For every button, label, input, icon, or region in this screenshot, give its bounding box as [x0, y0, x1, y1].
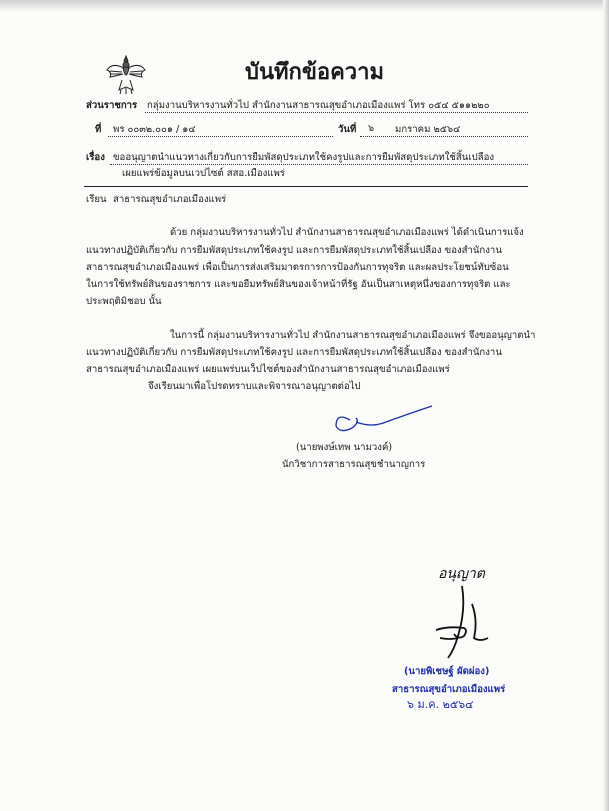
date-day: ๖: [368, 123, 375, 134]
approval-note: อนุญาต: [438, 566, 485, 582]
subject-line-2: เผยแพร่ข้อมูลบนเวปไซต์ สสอ.เมืองแพร่: [122, 168, 285, 179]
to-label: เรียน: [86, 194, 107, 205]
date-month-year: มกราคม ๒๕๖๔: [395, 124, 461, 135]
agency-label: ส่วนราชการ: [86, 100, 138, 111]
subject-label: เรื่อง: [86, 152, 105, 163]
agency-value: กลุ่มงานบริหารงานทั่วไป สำนักงานสาธารณสุขอำเภอเมืองแพร่ โทร ๐๕๔ ๕๑๑๒๒๐: [147, 100, 490, 111]
body-p2-line: สาธารณสุขอำเภอเมืองแพร่ เผยแพร่บนเว็ปไซต์ของสำนักงานสาธารณสุขอำเภอเมืองแพร่: [86, 364, 450, 375]
approver-position: สาธารณสุขอำเภอเมืองแพร่: [392, 684, 506, 695]
ref-underline: [108, 136, 333, 137]
body-p2-line: ในการนี้ กลุ่มงานบริหารงานทั่วไป สำนักงานสาธารณสุขอำเภอเมืองแพร่ จึงขออนุญาตนำ: [170, 330, 536, 341]
subject-underline: [110, 164, 528, 165]
signer-position: นักวิชาการสาธารณสุขชำนาญการ: [282, 459, 426, 470]
scan-edge-top: [0, 0, 609, 12]
garuda-emblem-icon: [104, 52, 148, 96]
body-p2-line: แนวทางปฏิบัติเกี่ยวกับ การยืมพัสดุประเภทใช้คงรูป และการยืมพัสดุประเภทใช้สิ้นเปลือง ของสำนักงาน: [86, 347, 502, 358]
signer-signature: [328, 398, 438, 448]
closing-text: จึงเรียนมาเพื่อโปรดทราบและพิจารณาอนุญาตต่อไป: [148, 381, 361, 392]
ref-value: พร ๐๐๓๒.๐๐๑ / ๑๔: [113, 124, 196, 135]
to-value: สาธารณสุขอำเภอเมืองแพร่: [113, 194, 227, 205]
approval-date: ๖ ม.ค. ๒๕๖๔: [407, 698, 474, 711]
ref-label: ที่: [95, 124, 102, 135]
body-p1-line: ในการใช้ทรัพย์สินของราชการ และขอยืมทรัพย์สินของเจ้าหน้าที่รัฐ อันเป็นสาเหตุหนึ่งของการทุจริต และ: [86, 279, 511, 290]
approver-name: (นายพิเชษฐ์ ผัดผ่อง): [404, 666, 490, 677]
signer-name: (นายพงษ์เทพ นามวงค์): [296, 442, 393, 453]
body-p1-line: ประพฤติมิชอบ นั้น: [86, 296, 162, 307]
subject-line-1: ขออนุญาตนำแนวทางเกี่ยวกับการยืมพัสดุประเภทใช้คงรูปและการยืมพัสดุประเภทใช้สิ้นเปลือง: [113, 152, 495, 163]
approver-signature: [428, 580, 498, 662]
header-divider: [84, 186, 528, 187]
date-label: วันที่: [338, 124, 357, 135]
body-p1-line: แนวทางปฏิบัติเกี่ยวกับ การยืมพัสดุประเภทใช้คงรูป และการยืมพัสดุประเภทใช้สิ้นเปลือง ของสำนักงาน: [86, 245, 502, 256]
agency-underline: [145, 112, 528, 113]
scan-edge-right: [603, 0, 609, 811]
body-p1-line: สาธารณสุขอำเภอเมืองแพร่ เพื่อเป็นการส่งเสริมมาตรการการป้องกันการทุจริต และผลประโยชน์ทับซ้อน: [86, 262, 509, 273]
body-p1-line: ด้วย กลุ่มงานบริหารงานทั่วไป สำนักงานสาธารณสุขอำเภอเมืองแพร่ ได้ดำเนินการแจ้ง: [170, 227, 524, 238]
date-underline: [360, 136, 528, 137]
memo-title: บันทึกข้อความ: [245, 60, 385, 85]
